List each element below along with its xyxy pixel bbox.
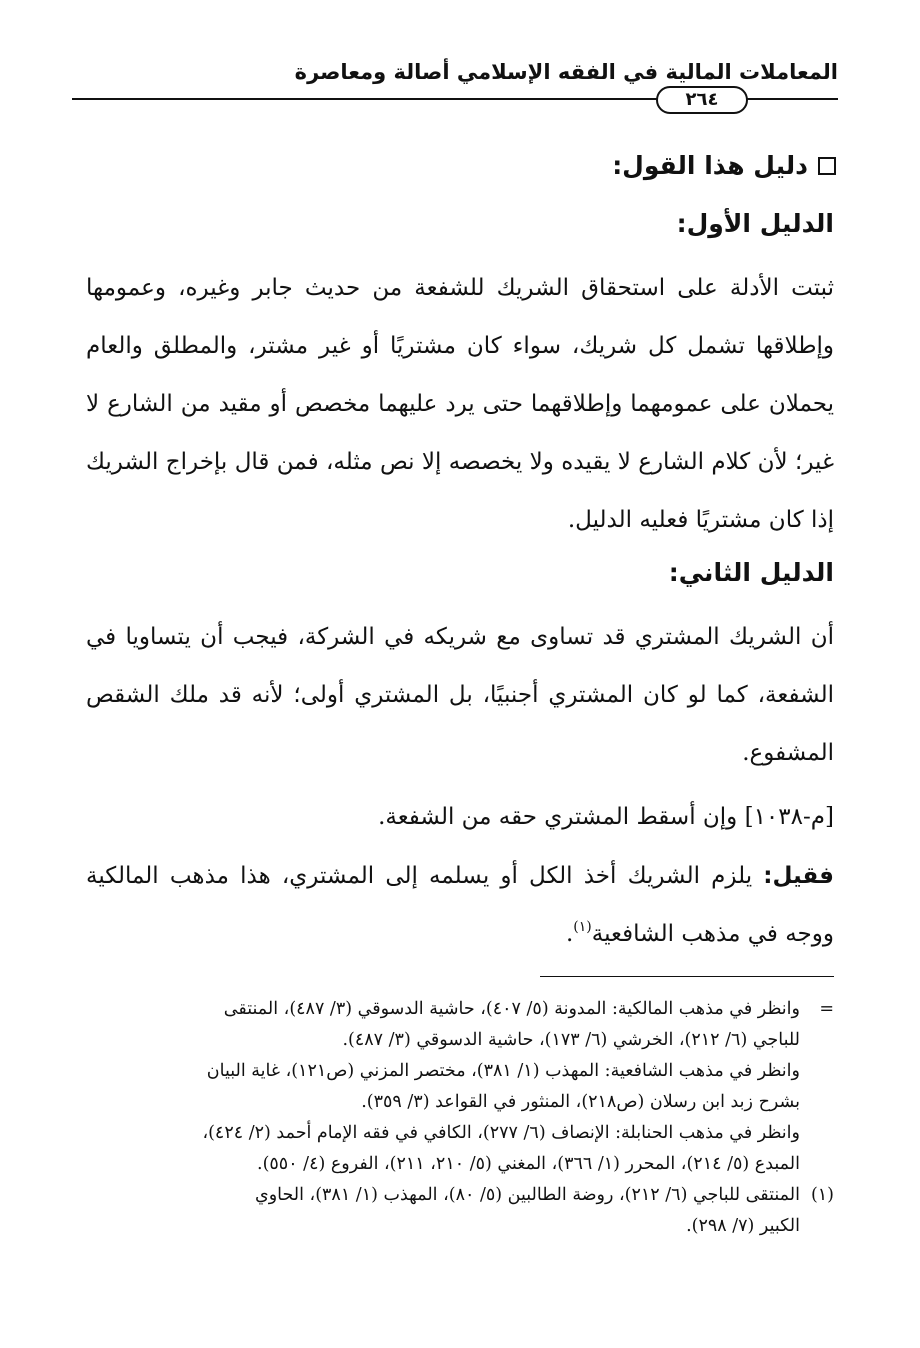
section-heading bbox=[612, 146, 836, 186]
first-proof-paragraph: ثبتت الأدلة على استحقاق الشريك للشفعة من حديث جابر وغيره، وعمومها وإطلاقها تشمل كل شريك، سواء كان مشتريًا أو غير مشتر، والمطلق والعام يحملان على عمومهما وإطلاقهما حتى يرد عليهما مخصص أو مقيد من الشارع لا غير؛ لأن كلام الشارع لا يقيده ولا يخصصه إلا نص مثله، فمن قال بإخراج الشريك إذا كان مشتريًا فعليه الدليل. bbox=[86, 275, 834, 533]
issue-paragraph: [م-١٠٣٨] وإن أسقط المشتري حقه من الشفعة. bbox=[378, 804, 834, 830]
page-number: ٢٦٤ bbox=[656, 86, 748, 114]
footnote-rule bbox=[540, 976, 834, 977]
footnotes bbox=[82, 994, 834, 1242]
footnote-line: وانظر في مذهب المالكية: المدونة (٥/ ٤٠٧)، حاشية الدسوقي (٣/ ٤٨٧)، المنتقى bbox=[223, 999, 800, 1019]
footnote-line: وانظر في مذهب الشافعية: المهذب (١/ ٣٨١)، مختصر المزني (ص١٢١)، غاية البيان bbox=[206, 1061, 800, 1081]
section-heading-text: دليل هذا القول: bbox=[612, 151, 808, 180]
footnote-continuation-marker: = bbox=[819, 999, 834, 1019]
footnote-line: الكبير (٧/ ٢٩٨). bbox=[686, 1216, 800, 1236]
opinion-end: . bbox=[565, 921, 574, 947]
first-proof-heading: الدليل الأول: bbox=[676, 209, 834, 238]
footnote-line: بشرح زبد ابن رسلان (ص٢١٨)، المنثور في القواعد (٣/ ٣٥٩). bbox=[361, 1092, 800, 1112]
footnote-1 bbox=[82, 1180, 834, 1242]
footnote-1-marker: (١) bbox=[810, 1185, 834, 1205]
footnote-reference-1[interactable]: (١) bbox=[573, 919, 592, 935]
opinion-lead: فقيل: bbox=[763, 863, 834, 889]
footnote-line: للباجي (٦/ ٢١٢)، الخرشي (٦/ ١٧٣)، حاشية الدسوقي (٣/ ٤٨٧). bbox=[342, 1030, 800, 1050]
second-proof-heading: الدليل الثاني: bbox=[668, 558, 834, 587]
square-bullet-icon bbox=[818, 157, 836, 175]
footnote-line: المنتقى للباجي (٦/ ٢١٢)، روضة الطالبين (٥/ ٨٠)، المهذب (١/ ٣٨١)، الحاوي bbox=[255, 1185, 800, 1205]
second-proof-paragraph: أن الشريك المشتري قد تساوى مع شريكه في الشركة، فيجب أن يتساويا في الشفعة، كما لو كان المشتري أجنبيًا، بل المشتري أولى؛ لأنه قد ملك الشقص المشفوع. bbox=[86, 624, 834, 766]
opinion-paragraph bbox=[86, 847, 834, 963]
opinion-text: يلزم الشريك أخذ الكل أو يسلمه إلى المشتري، هذا مذهب المالكية ووجه في مذهب الشافعية bbox=[86, 863, 834, 947]
footnote-line: وانظر في مذهب الحنابلة: الإنصاف (٦/ ٢٧٧)، الكافي في فقه الإمام أحمد (٢/ ٤٢٤)، bbox=[202, 1123, 800, 1143]
footnote-continued bbox=[82, 994, 834, 1180]
footnote-line: المبدع (٥/ ٢١٤)، المحرر (١/ ٣٦٦)، المغني (٥/ ٢١٠، ٢١١)، الفروع (٤/ ٥٥٠). bbox=[257, 1154, 800, 1174]
running-title: المعاملات المالية في الفقه الإسلامي أصالة ومعاصرة bbox=[294, 60, 838, 84]
